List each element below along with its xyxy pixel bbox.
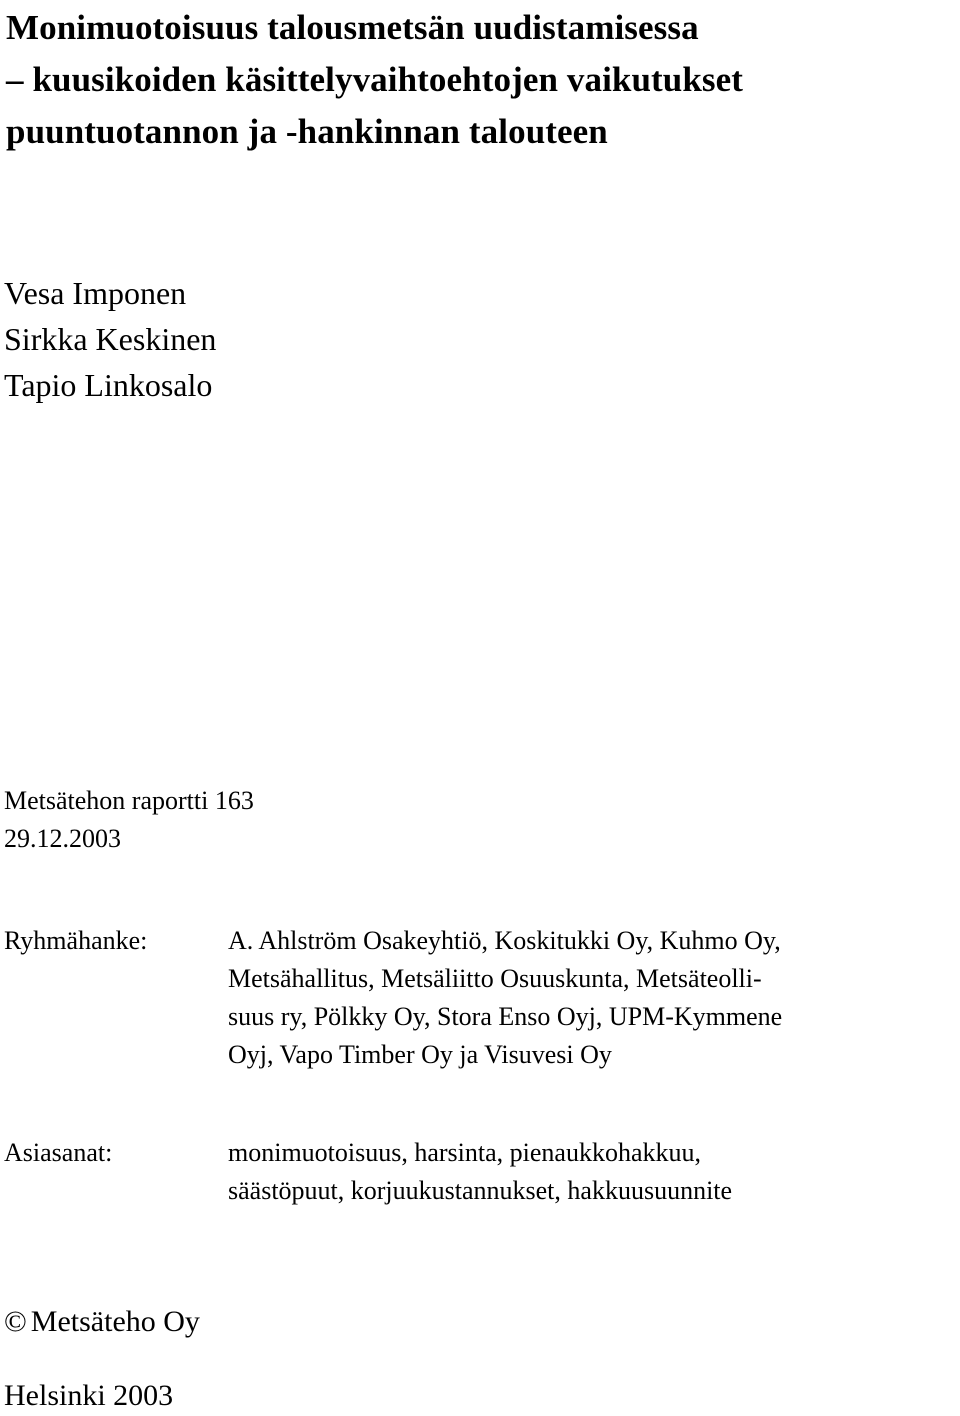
report-series: Metsätehon raportti 163 — [4, 786, 254, 815]
author-name: Vesa Imponen — [4, 275, 187, 311]
keywords-line: monimuotoisuus, harsinta, pienaukkohakkuu, — [228, 1138, 702, 1167]
report-info — [4, 782, 254, 858]
publication-place-year: Helsinki 2003 — [4, 1379, 174, 1412]
title-line: Monimuotoisuus talousmetsän uudistamisessa — [6, 8, 699, 47]
author-name: Tapio Linkosalo — [4, 367, 213, 403]
keywords-line: säästöpuut, korjuukustannukset, hakkuusuunnite — [228, 1176, 733, 1205]
group-project-label: Ryhmähanke: — [4, 926, 148, 955]
title-line: puuntuotannon ja -hankinnan talouteen — [6, 112, 608, 151]
report-title — [6, 2, 743, 158]
copyright-icon: © — [4, 1305, 27, 1338]
group-project-line: suus ry, Pölkky Oy, Stora Enso Oyj, UPM-Kymmene — [228, 1002, 783, 1031]
title-line: – kuusikoiden käsittelyvaihtoehtojen vaikutukset — [6, 60, 744, 99]
keywords-list — [228, 1134, 956, 1210]
author-name: Sirkka Keskinen — [4, 321, 217, 357]
group-project-line: Metsähallitus, Metsäliitto Osuuskunta, Metsäteolli- — [228, 964, 762, 993]
copyright-notice — [4, 1302, 200, 1342]
report-date: 29.12.2003 — [4, 824, 121, 853]
author-list — [4, 270, 216, 408]
group-project-line: A. Ahlström Osakeyhtiö, Koskitukki Oy, Kuhmo Oy, — [228, 926, 781, 955]
group-project-line: Oyj, Vapo Timber Oy ja Visuvesi Oy — [228, 1040, 612, 1069]
keywords-label: Asiasanat: — [4, 1138, 113, 1167]
group-project-members — [228, 922, 956, 1074]
copyright-holder: Metsäteho Oy — [30, 1305, 200, 1338]
